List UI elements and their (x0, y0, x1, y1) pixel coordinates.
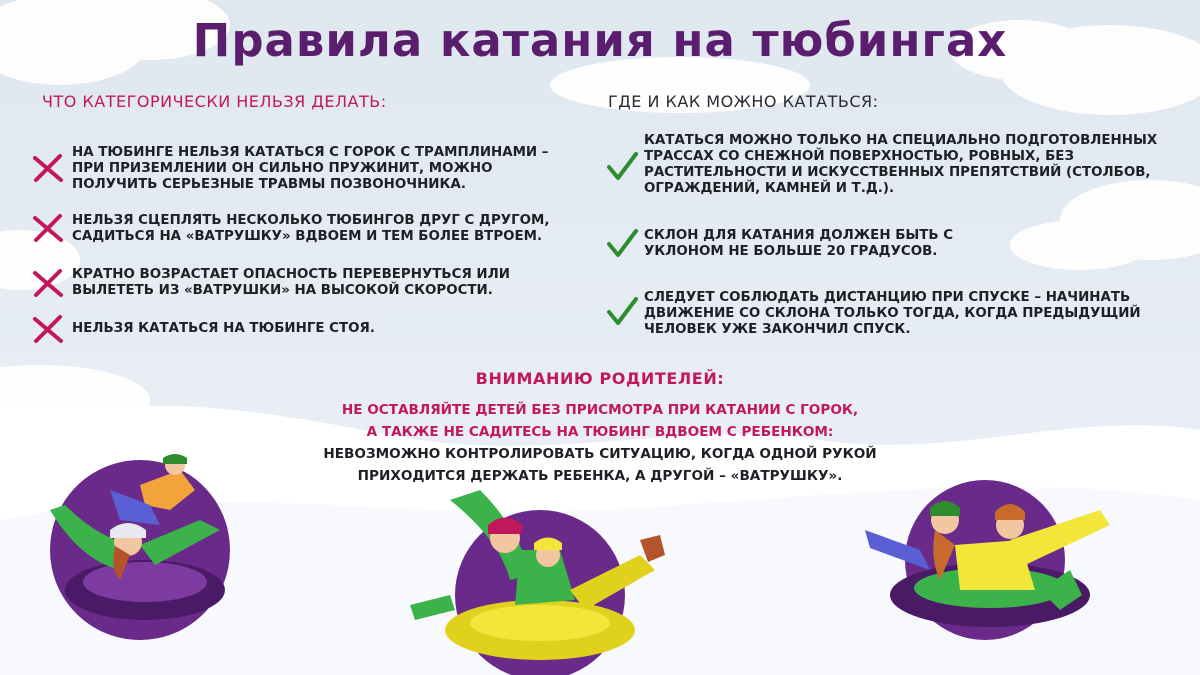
prohibited-item-text: НЕЛЬЗЯ СЦЕПЛЯТЬ НЕСКОЛЬКО ТЮБИНГОВ ДРУГ С ДРУГОМ, САДИТЬСЯ НА «ВАТРУШКУ» ВДВОЕМ И ТЕМ БОЛЕЕ ВТРОЕМ. (72, 213, 550, 244)
parents-notice-line: ПРИХОДИТСЯ ДЕРЖАТЬ РЕБЕНКА, А ДРУГОЙ – «ВАТРУШКУ». (357, 468, 843, 484)
page-title: Правила катания на тюбингах (192, 14, 1008, 67)
prohibited-item-text: КРАТНО ВОЗРАСТАЕТ ОПАСНОСТЬ ПЕРЕВЕРНУТЬСЯ ИЛИ ВЫЛЕТЕТЬ ИЗ «ВАТРУШКИ» НА ВЫСОКОЙ СКОРОСТИ. (72, 267, 510, 298)
check-icon (604, 225, 640, 261)
cross-icon (30, 210, 66, 246)
prohibited-item-text: НА ТЮБИНГЕ НЕЛЬЗЯ КАТАТЬСЯ С ГОРОК С ТРАМПЛИНАМИ – ПРИ ПРИЗЕМЛЕНИИ ОН СИЛЬНО ПРУЖИНИТ, МОЖНО ПОЛУЧИТЬ СЕРЬЕЗНЫЕ ТРАВМЫ ПОЗВОНОЧНИКА. (72, 145, 549, 192)
allowed-item (644, 133, 1184, 197)
parents-notice-line: НЕВОЗМОЖНО КОНТРОЛИРОВАТЬ СИТУАЦИЮ, КОГДА ОДНОЙ РУКОЙ (323, 446, 877, 462)
allowed-item (644, 290, 1184, 338)
allowed-item-text: СЛЕДУЕТ СОБЛЮДАТЬ ДИСТАНЦИЮ ПРИ СПУСКЕ – НАЧИНАТЬ ДВИЖЕНИЕ СО СКЛОНА ТОЛЬКО ТОГДА, КОГДА ПРЕДЫДУЩИЙ ЧЕЛОВЕК УЖЕ ЗАКОНЧИЛ СПУСК. (644, 290, 1141, 337)
prohibited-item-text: НЕЛЬЗЯ КАТАТЬСЯ НА ТЮБИНГЕ СТОЯ. (72, 321, 375, 336)
parents-notice-heading: ВНИМАНИЮ РОДИТЕЛЕЙ: (475, 369, 725, 388)
allowed-item-text: СКЛОН ДЛЯ КАТАНИЯ ДОЛЖЕН БЫТЬ С УКЛОНОМ НЕ БОЛЬШЕ 20 ГРАДУСОВ. (644, 228, 954, 259)
prohibited-item (72, 267, 582, 299)
check-icon (604, 148, 640, 184)
parents-notice-line: А ТАКЖЕ НЕ САДИТЕСЬ НА ТЮБИНГ ВДВОЕМ С РЕБЕНКОМ: (366, 424, 834, 440)
allowed-item-text: КАТАТЬСЯ МОЖНО ТОЛЬКО НА СПЕЦИАЛЬНО ПОДГОТОВЛЕННЫХ ТРАССАХ СО СНЕЖНОЙ ПОВЕРХНОСТЬЮ, РОВНЫХ, БЕЗ РАСТИТЕЛЬНОСТИ И ИСКУССТВЕННЫХ ПРЕПЯТСТВИЙ (СТОЛБОВ, ОГРАЖДЕНИЙ, КАМНЕЙ И Т.Д.). (644, 133, 1158, 196)
prohibited-item (72, 145, 582, 193)
prohibited-item (72, 321, 582, 337)
check-icon (604, 293, 640, 329)
allowed-heading: ГДЕ И КАК МОЖНО КАТАТЬСЯ: (608, 92, 879, 111)
prohibited-item (72, 213, 582, 245)
allowed-item (644, 228, 974, 260)
prohibited-heading: ЧТО КАТЕГОРИЧЕСКИ НЕЛЬЗЯ ДЕЛАТЬ: (42, 92, 387, 111)
cross-icon (30, 311, 66, 347)
cross-icon (30, 265, 66, 301)
cross-icon (30, 150, 66, 186)
parents-notice-line: НЕ ОСТАВЛЯЙТЕ ДЕТЕЙ БЕЗ ПРИСМОТРА ПРИ КАТАНИИ С ГОРОК, (341, 402, 859, 418)
